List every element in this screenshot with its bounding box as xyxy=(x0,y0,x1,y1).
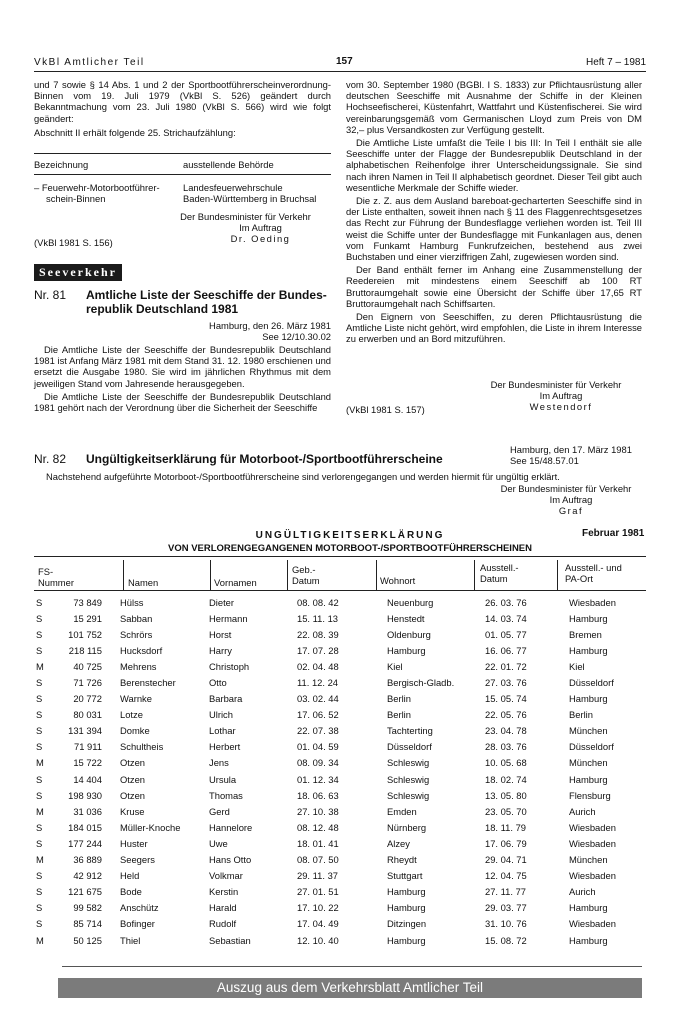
cell-issue-place: Düsseldorf xyxy=(569,741,614,753)
cell-issue-date: 28. 03. 76 xyxy=(485,741,527,753)
cell-issue-place: Hamburg xyxy=(569,773,608,785)
cell-surname: Schultheis xyxy=(120,741,164,753)
col-divider xyxy=(474,560,475,590)
cell-fs-number: 40 725 xyxy=(73,660,102,672)
cell-residence: Hamburg xyxy=(387,886,426,898)
col-divider xyxy=(123,560,124,590)
table-row xyxy=(36,610,642,626)
cell-fs-type: S xyxy=(36,741,43,753)
cell-residence: Schleswig xyxy=(387,789,430,801)
cell-first-name: Harald xyxy=(209,902,237,914)
cell-issue-date: 27. 11. 77 xyxy=(485,886,527,898)
table-rule-top xyxy=(34,153,331,154)
cell-birth-date: 08. 08. 42 xyxy=(297,596,339,608)
table-row xyxy=(36,819,642,835)
cell-surname: Bofinger xyxy=(120,918,155,930)
cell-fs-number: 177 244 xyxy=(68,837,102,849)
table-row xyxy=(36,723,642,739)
cell-surname: Held xyxy=(120,870,140,882)
cell-birth-date: 11. 12. 24 xyxy=(297,677,339,689)
register-date: Februar 1981 xyxy=(582,528,645,539)
cell-fs-number: 131 394 xyxy=(68,725,102,737)
cell-surname: Hucksdorf xyxy=(120,644,163,656)
register-header: FS- Nummer Namen Vornamen Geb.- Datum Wohnort Ausstell.- Datum Ausstell.- und PA-Ort xyxy=(38,562,622,589)
cell-surname: Otzen xyxy=(120,773,146,785)
table-row xyxy=(36,658,642,674)
cell-issue-date: 12. 04. 75 xyxy=(485,870,527,882)
cell-issue-date: 29. 04. 71 xyxy=(485,854,527,866)
col-divider xyxy=(210,560,211,590)
cell-birth-date: 01. 12. 34 xyxy=(297,773,339,785)
right-column: vom 30. September 1980 (BGBl. I S. 1833) zur Pflichtausrüstung aller deutschen Seeschiffe mit Ausnahme der Schiffe in der Kleinen Hochseefischerei, Küstenfahrt, Wattfahrt und Küstenfischerei. Sie wird vereinbarungsgemäß vom Germanischen Lloyd zum Preis von DM 32,– plus Versandkosten zur Verfügung gestellt. Die Amtliche Liste umfaßt die Teile I bis III: In Teil I enthält sie alle Seeschiffe unter der Flagge der Bundesrepublik Deutschland in der alphabetischen Reihenfolge ihrer Unterscheidungssignale. Sie sind nach ihren Namen in Teil II alphabetisch geordnet. Dieser Teil gibt auch wesentliche Merkmale der Schiffe wieder. Die z. Z. aus dem Ausland bareboat-gecharterten Seeschiffe sind in der Liste enthalten, soweit ihnen nach § 11 des Flaggenrechtsgesetzes das Recht zur Führung der Bundesflagge verliehen worden ist. Teil III weist die Schiffe unter der Bundesflagge mit Funkanlagen aus, denen vom Funkamt Hamburg Funkrufzeichen, bestehend aus zwei Buchstaben und einer vierziffrigen Zahl, zugewiesen worden sind. Der Band enthält ferner im Anhang eine Zusammenstellung der Reedereien mit mindestens einem Seeschiff ab 100 RT Bruttoraumgehalt sowie eine Übersicht der Schiffe über 17,65 RT Bruttoraumgehalt nach Schiffsarten. Den Eignern von Seeschiffen, zu deren Pflichtausrüstung die Amtliche Liste nicht gehört, wird empfohlen, die Liste in ihrem Interesse zu erwerben und an Bord mitzuführen. xyxy=(346,79,642,345)
cell-fs-type: S xyxy=(36,789,43,801)
footer-banner: Auszug aus dem Verkehrsblatt Amtlicher Teil xyxy=(58,978,642,998)
cell-issue-place: München xyxy=(569,757,608,769)
cell-issue-date: 15. 05. 74 xyxy=(485,693,527,705)
cell-residence: Emden xyxy=(387,805,417,817)
cell-birth-date: 17. 04. 49 xyxy=(297,918,339,930)
cell-surname: Hülss xyxy=(120,596,144,608)
cell-fs-type: S xyxy=(36,837,43,849)
register-table xyxy=(36,594,642,948)
cell-birth-date: 03. 02. 44 xyxy=(297,693,339,705)
cell-first-name: Barbara xyxy=(209,693,243,705)
signature-block-3: Der Bundesminister für Verkehr Im Auftrag Graf xyxy=(500,483,632,517)
cell-residence: Hamburg xyxy=(387,644,426,656)
table-row xyxy=(36,691,642,707)
cell-first-name: Herbert xyxy=(209,741,241,753)
col-header-bezeichnung: Bezeichnung xyxy=(34,159,89,170)
table-row xyxy=(36,884,642,900)
cell-surname: Schrörs xyxy=(120,628,153,640)
table-row xyxy=(36,932,642,948)
cell-issue-date: 27. 03. 76 xyxy=(485,677,527,689)
cell-issue-date: 23. 05. 70 xyxy=(485,805,527,817)
page-number: 157 xyxy=(336,56,353,67)
cell-fs-type: S xyxy=(36,644,43,656)
cell-surname: Huster xyxy=(120,837,148,849)
cell-fs-number: 80 031 xyxy=(73,709,102,721)
cell-birth-date: 15. 11. 13 xyxy=(297,612,339,624)
cell-issue-date: 18. 11. 79 xyxy=(485,821,527,833)
cell-fs-type: S xyxy=(36,725,43,737)
cell-surname: Berenstecher xyxy=(120,677,176,689)
cell-surname: Otzen xyxy=(120,789,146,801)
cell-residence: Schleswig xyxy=(387,757,430,769)
cell-issue-place: Hamburg xyxy=(569,612,608,624)
cell-first-name: Dieter xyxy=(209,596,235,608)
signature-block-1: Der Bundesminister für Verkehr Im Auftrag Dr. Oeding xyxy=(180,211,311,245)
cell-first-name: Gerd xyxy=(209,805,230,817)
cell-fs-type: S xyxy=(36,612,43,624)
cell-issue-place: Wiesbaden xyxy=(569,821,616,833)
section-note: Abschnitt II erhält folgende 25. Strichaufzählung: xyxy=(34,126,236,138)
cell-fs-type: M xyxy=(36,805,44,817)
cell-surname: Thiel xyxy=(120,934,141,946)
cell-fs-type: S xyxy=(36,596,43,608)
cell-first-name: Rudolf xyxy=(209,918,237,930)
cell-bezeichnung: – Feuerwehr-Motorbootführer- schein-Binnen xyxy=(34,182,160,205)
cell-issue-date: 23. 04. 78 xyxy=(485,725,527,737)
cell-first-name: Kerstin xyxy=(209,886,239,898)
nr81-dateline: Hamburg, den 26. März 1981 See 12/10.30.02 xyxy=(209,320,331,343)
col-divider xyxy=(287,560,288,590)
cell-fs-number: 50 125 xyxy=(73,934,102,946)
cell-fs-number: 71 726 xyxy=(73,677,102,689)
cell-first-name: Hermann xyxy=(209,612,248,624)
cell-surname: Seegers xyxy=(120,854,155,866)
reference-157: (VkBl 1981 S. 157) xyxy=(346,404,425,415)
table-row xyxy=(36,626,642,642)
cell-issue-date: 14. 03. 74 xyxy=(485,612,527,624)
table-row xyxy=(36,835,642,851)
cell-residence: Stuttgart xyxy=(387,870,423,882)
cell-surname: Anschütz xyxy=(120,902,159,914)
cell-residence: Hamburg xyxy=(387,902,426,914)
cell-first-name: Volkmar xyxy=(209,870,243,882)
cell-first-name: Horst xyxy=(209,628,232,640)
cell-first-name: Jens xyxy=(209,757,229,769)
cell-issue-place: Düsseldorf xyxy=(569,677,614,689)
nr81-body: Die Amtliche Liste der Seeschiffe der Bundesrepublik Deutschland 1981 ist Anfang März 1981 mit dem Stand 31. 12. 1980 erschienen und ersetzt die Ausgabe 1980. Sie wird im jährlichen Rhythmus mit dem jeweiligen Stand vom Jahresende herausgegeben. Die Amtliche Liste der Seeschiffe der Bundesrepublik Deutschland 1981 gehört nach der Verordnung über die Sicherheit der Seeschiffe xyxy=(34,344,331,414)
cell-issue-place: Flensburg xyxy=(569,789,611,801)
cell-fs-number: 36 889 xyxy=(73,854,102,866)
cell-residence: Tachterting xyxy=(387,725,433,737)
cell-birth-date: 18. 01. 41 xyxy=(297,837,339,849)
table-row xyxy=(36,900,642,916)
cell-issue-date: 01. 05. 77 xyxy=(485,628,527,640)
cell-issue-place: Hamburg xyxy=(569,902,608,914)
cell-fs-type: M xyxy=(36,854,44,866)
cell-issue-place: Hamburg xyxy=(569,644,608,656)
cell-surname: Sabban xyxy=(120,612,153,624)
cell-issue-date: 13. 05. 80 xyxy=(485,789,527,801)
cell-residence: Kiel xyxy=(387,660,403,672)
bottom-rule xyxy=(62,966,642,967)
cell-fs-number: 71 911 xyxy=(74,741,102,753)
cell-surname: Bode xyxy=(120,886,142,898)
cell-first-name: Thomas xyxy=(209,789,243,801)
cell-first-name: Hannelore xyxy=(209,821,253,833)
cell-fs-type: S xyxy=(36,870,43,882)
register-rule-top xyxy=(34,556,646,557)
col-header-behoerde: ausstellende Behörde xyxy=(183,159,274,170)
cell-issue-date: 18. 02. 74 xyxy=(485,773,527,785)
cell-first-name: Otto xyxy=(209,677,227,689)
cell-birth-date: 02. 04. 48 xyxy=(297,660,339,672)
nr82-heading: Nr. 82 Ungültigkeitserklärung für Motorboot-/Sportbootführerscheine xyxy=(34,452,443,466)
cell-issue-date: 26. 03. 76 xyxy=(485,596,527,608)
cell-behoerde: Landesfeuerwehrschule Baden-Württemberg in Bruchsal xyxy=(183,182,317,205)
cell-first-name: Ulrich xyxy=(209,709,233,721)
register-title: UNGÜLTIGKEITSERKLÄRUNG xyxy=(255,530,445,541)
table-row xyxy=(36,771,642,787)
cell-fs-number: 121 675 xyxy=(68,886,102,898)
cell-fs-type: S xyxy=(36,773,43,785)
cell-birth-date: 18. 06. 63 xyxy=(297,789,339,801)
cell-residence: Hamburg xyxy=(387,934,426,946)
cell-fs-number: 20 772 xyxy=(73,693,102,705)
left-column-top xyxy=(34,79,331,140)
col-divider xyxy=(376,560,377,590)
cell-issue-date: 22. 05. 76 xyxy=(485,709,527,721)
cell-birth-date: 08. 07. 50 xyxy=(297,854,339,866)
cell-issue-place: Wiesbaden xyxy=(569,596,616,608)
cell-fs-type: S xyxy=(36,693,43,705)
cell-issue-place: München xyxy=(569,854,608,866)
cell-birth-date: 01. 04. 59 xyxy=(297,741,339,753)
signature-block-2: Der Bundesminister für Verkehr Im Auftrag Westendorf xyxy=(490,379,622,413)
cell-issue-date: 22. 01. 72 xyxy=(485,660,527,672)
cell-fs-type: S xyxy=(36,709,43,721)
cell-birth-date: 17. 07. 28 xyxy=(297,644,339,656)
cell-birth-date: 08. 09. 34 xyxy=(297,757,339,769)
reference-156: (VkBl 1981 S. 156) xyxy=(34,237,113,248)
nr82-dateline: Hamburg, den 17. März 1981 See 15/48.57.01 xyxy=(510,444,632,467)
table-rule-mid xyxy=(34,174,331,175)
cell-fs-number: 218 115 xyxy=(68,644,102,656)
cell-fs-type: S xyxy=(36,886,43,898)
cell-surname: Mehrens xyxy=(120,660,157,672)
table-row xyxy=(36,707,642,723)
cell-fs-type: S xyxy=(36,677,43,689)
header-rule xyxy=(34,71,646,72)
cell-fs-number: 85 714 xyxy=(73,918,102,930)
register-rule-header xyxy=(34,590,646,591)
cell-fs-number: 31 036 xyxy=(73,805,102,817)
table-row xyxy=(36,739,642,755)
table-row xyxy=(36,594,642,610)
cell-residence: Berlin xyxy=(387,709,411,721)
cell-birth-date: 29. 11. 37 xyxy=(297,870,339,882)
cell-issue-date: 31. 10. 76 xyxy=(485,918,527,930)
header-right: Heft 7 – 1981 xyxy=(586,57,647,68)
header-left: VkBl Amtlicher Teil xyxy=(34,57,145,68)
cell-birth-date: 27. 01. 51 xyxy=(297,886,339,898)
table-row xyxy=(36,674,642,690)
cell-residence: Alzey xyxy=(387,837,410,849)
cell-issue-place: Wiesbaden xyxy=(569,837,616,849)
cell-issue-place: Hamburg xyxy=(569,934,608,946)
cell-issue-place: Bremen xyxy=(569,628,602,640)
table-row xyxy=(36,852,642,868)
cell-birth-date: 12. 10. 40 xyxy=(297,934,339,946)
cell-surname: Warnke xyxy=(120,693,152,705)
nr81-heading: Nr. 81 Amtliche Liste der Seeschiffe der Bundes- republik Deutschland 1981 xyxy=(34,288,327,316)
cell-fs-number: 14 404 xyxy=(73,773,102,785)
cell-residence: Nürnberg xyxy=(387,821,427,833)
cell-first-name: Sebastian xyxy=(209,934,251,946)
cell-fs-number: 15 722 xyxy=(73,757,102,769)
cell-residence: Rheydt xyxy=(387,854,417,866)
cell-fs-type: S xyxy=(36,918,43,930)
cell-first-name: Uwe xyxy=(209,837,228,849)
section-label-seeverkehr: Seeverkehr xyxy=(34,264,122,281)
cell-issue-place: Berlin xyxy=(569,709,593,721)
cell-issue-place: Hamburg xyxy=(569,693,608,705)
cell-fs-type: M xyxy=(36,660,44,672)
cell-surname: Kruse xyxy=(120,805,145,817)
cell-birth-date: 17. 06. 52 xyxy=(297,709,339,721)
cell-surname: Lotze xyxy=(120,709,143,721)
cell-issue-date: 29. 03. 77 xyxy=(485,902,527,914)
cell-fs-type: M xyxy=(36,934,44,946)
table-row xyxy=(36,755,642,771)
cell-first-name: Christoph xyxy=(209,660,250,672)
intro-paragraph: und 7 sowie § 14 Abs. 1 und 2 der Sportbootführerscheinverordnung-Binnen vom 19. Juli 1979 (VkBl S. 526) geändert durch Bekanntmachung vom 23. Juli 1980 (VkBl S. 566) wird wie folgt geändert: xyxy=(34,79,331,124)
cell-issue-date: 15. 08. 72 xyxy=(485,934,527,946)
table-row xyxy=(36,787,642,803)
cell-residence: Bergisch-Gladb. xyxy=(387,677,455,689)
cell-first-name: Harry xyxy=(209,644,232,656)
cell-issue-place: München xyxy=(569,725,608,737)
cell-issue-place: Kiel xyxy=(569,660,585,672)
cell-issue-place: Aurich xyxy=(569,886,596,898)
cell-birth-date: 22. 08. 39 xyxy=(297,628,339,640)
cell-residence: Berlin xyxy=(387,693,411,705)
cell-fs-type: S xyxy=(36,902,43,914)
cell-fs-number: 198 930 xyxy=(68,789,102,801)
cell-birth-date: 22. 07. 38 xyxy=(297,725,339,737)
cell-birth-date: 08. 12. 48 xyxy=(297,821,339,833)
cell-issue-date: 17. 06. 79 xyxy=(485,837,527,849)
cell-issue-date: 16. 06. 77 xyxy=(485,644,527,656)
cell-fs-number: 42 912 xyxy=(73,870,102,882)
cell-first-name: Ursula xyxy=(209,773,237,785)
cell-residence: Henstedt xyxy=(387,612,425,624)
cell-issue-date: 10. 05. 68 xyxy=(485,757,527,769)
cell-issue-place: Wiesbaden xyxy=(569,870,616,882)
cell-fs-type: M xyxy=(36,757,44,769)
cell-fs-type: S xyxy=(36,821,43,833)
cell-fs-number: 15 291 xyxy=(73,612,102,624)
cell-first-name: Lothar xyxy=(209,725,236,737)
cell-fs-number: 99 582 xyxy=(73,902,102,914)
cell-residence: Oldenburg xyxy=(387,628,431,640)
table-row xyxy=(36,916,642,932)
table-row xyxy=(36,642,642,658)
cell-fs-number: 184 015 xyxy=(68,821,102,833)
cell-surname: Domke xyxy=(120,725,150,737)
cell-issue-place: Wiesbaden xyxy=(569,918,616,930)
cell-residence: Schleswig xyxy=(387,773,430,785)
col-divider xyxy=(557,560,558,590)
register-subtitle: VON VERLORENGEGANGENEN MOTORBOOT-/SPORTBOOTFÜHRERSCHEINEN xyxy=(167,543,532,554)
cell-issue-place: Aurich xyxy=(569,805,596,817)
table-row xyxy=(36,803,642,819)
cell-residence: Ditzingen xyxy=(387,918,427,930)
table-row xyxy=(36,868,642,884)
cell-fs-number: 101 752 xyxy=(68,628,102,640)
cell-birth-date: 17. 10. 22 xyxy=(297,902,339,914)
cell-fs-type: S xyxy=(36,628,43,640)
cell-residence: Neuenburg xyxy=(387,596,434,608)
cell-first-name: Hans Otto xyxy=(209,854,252,866)
cell-birth-date: 27. 10. 38 xyxy=(297,805,339,817)
nr82-intro: Nachstehend aufgeführte Motorboot-/Sportbootführerscheine sind verlorengegangen und werden hiermit für ungültig erklärt. xyxy=(46,471,560,482)
cell-surname: Otzen xyxy=(120,757,146,769)
cell-surname: Müller-Knoche xyxy=(120,821,181,833)
cell-residence: Düsseldorf xyxy=(387,741,432,753)
cell-fs-number: 73 849 xyxy=(73,596,102,608)
